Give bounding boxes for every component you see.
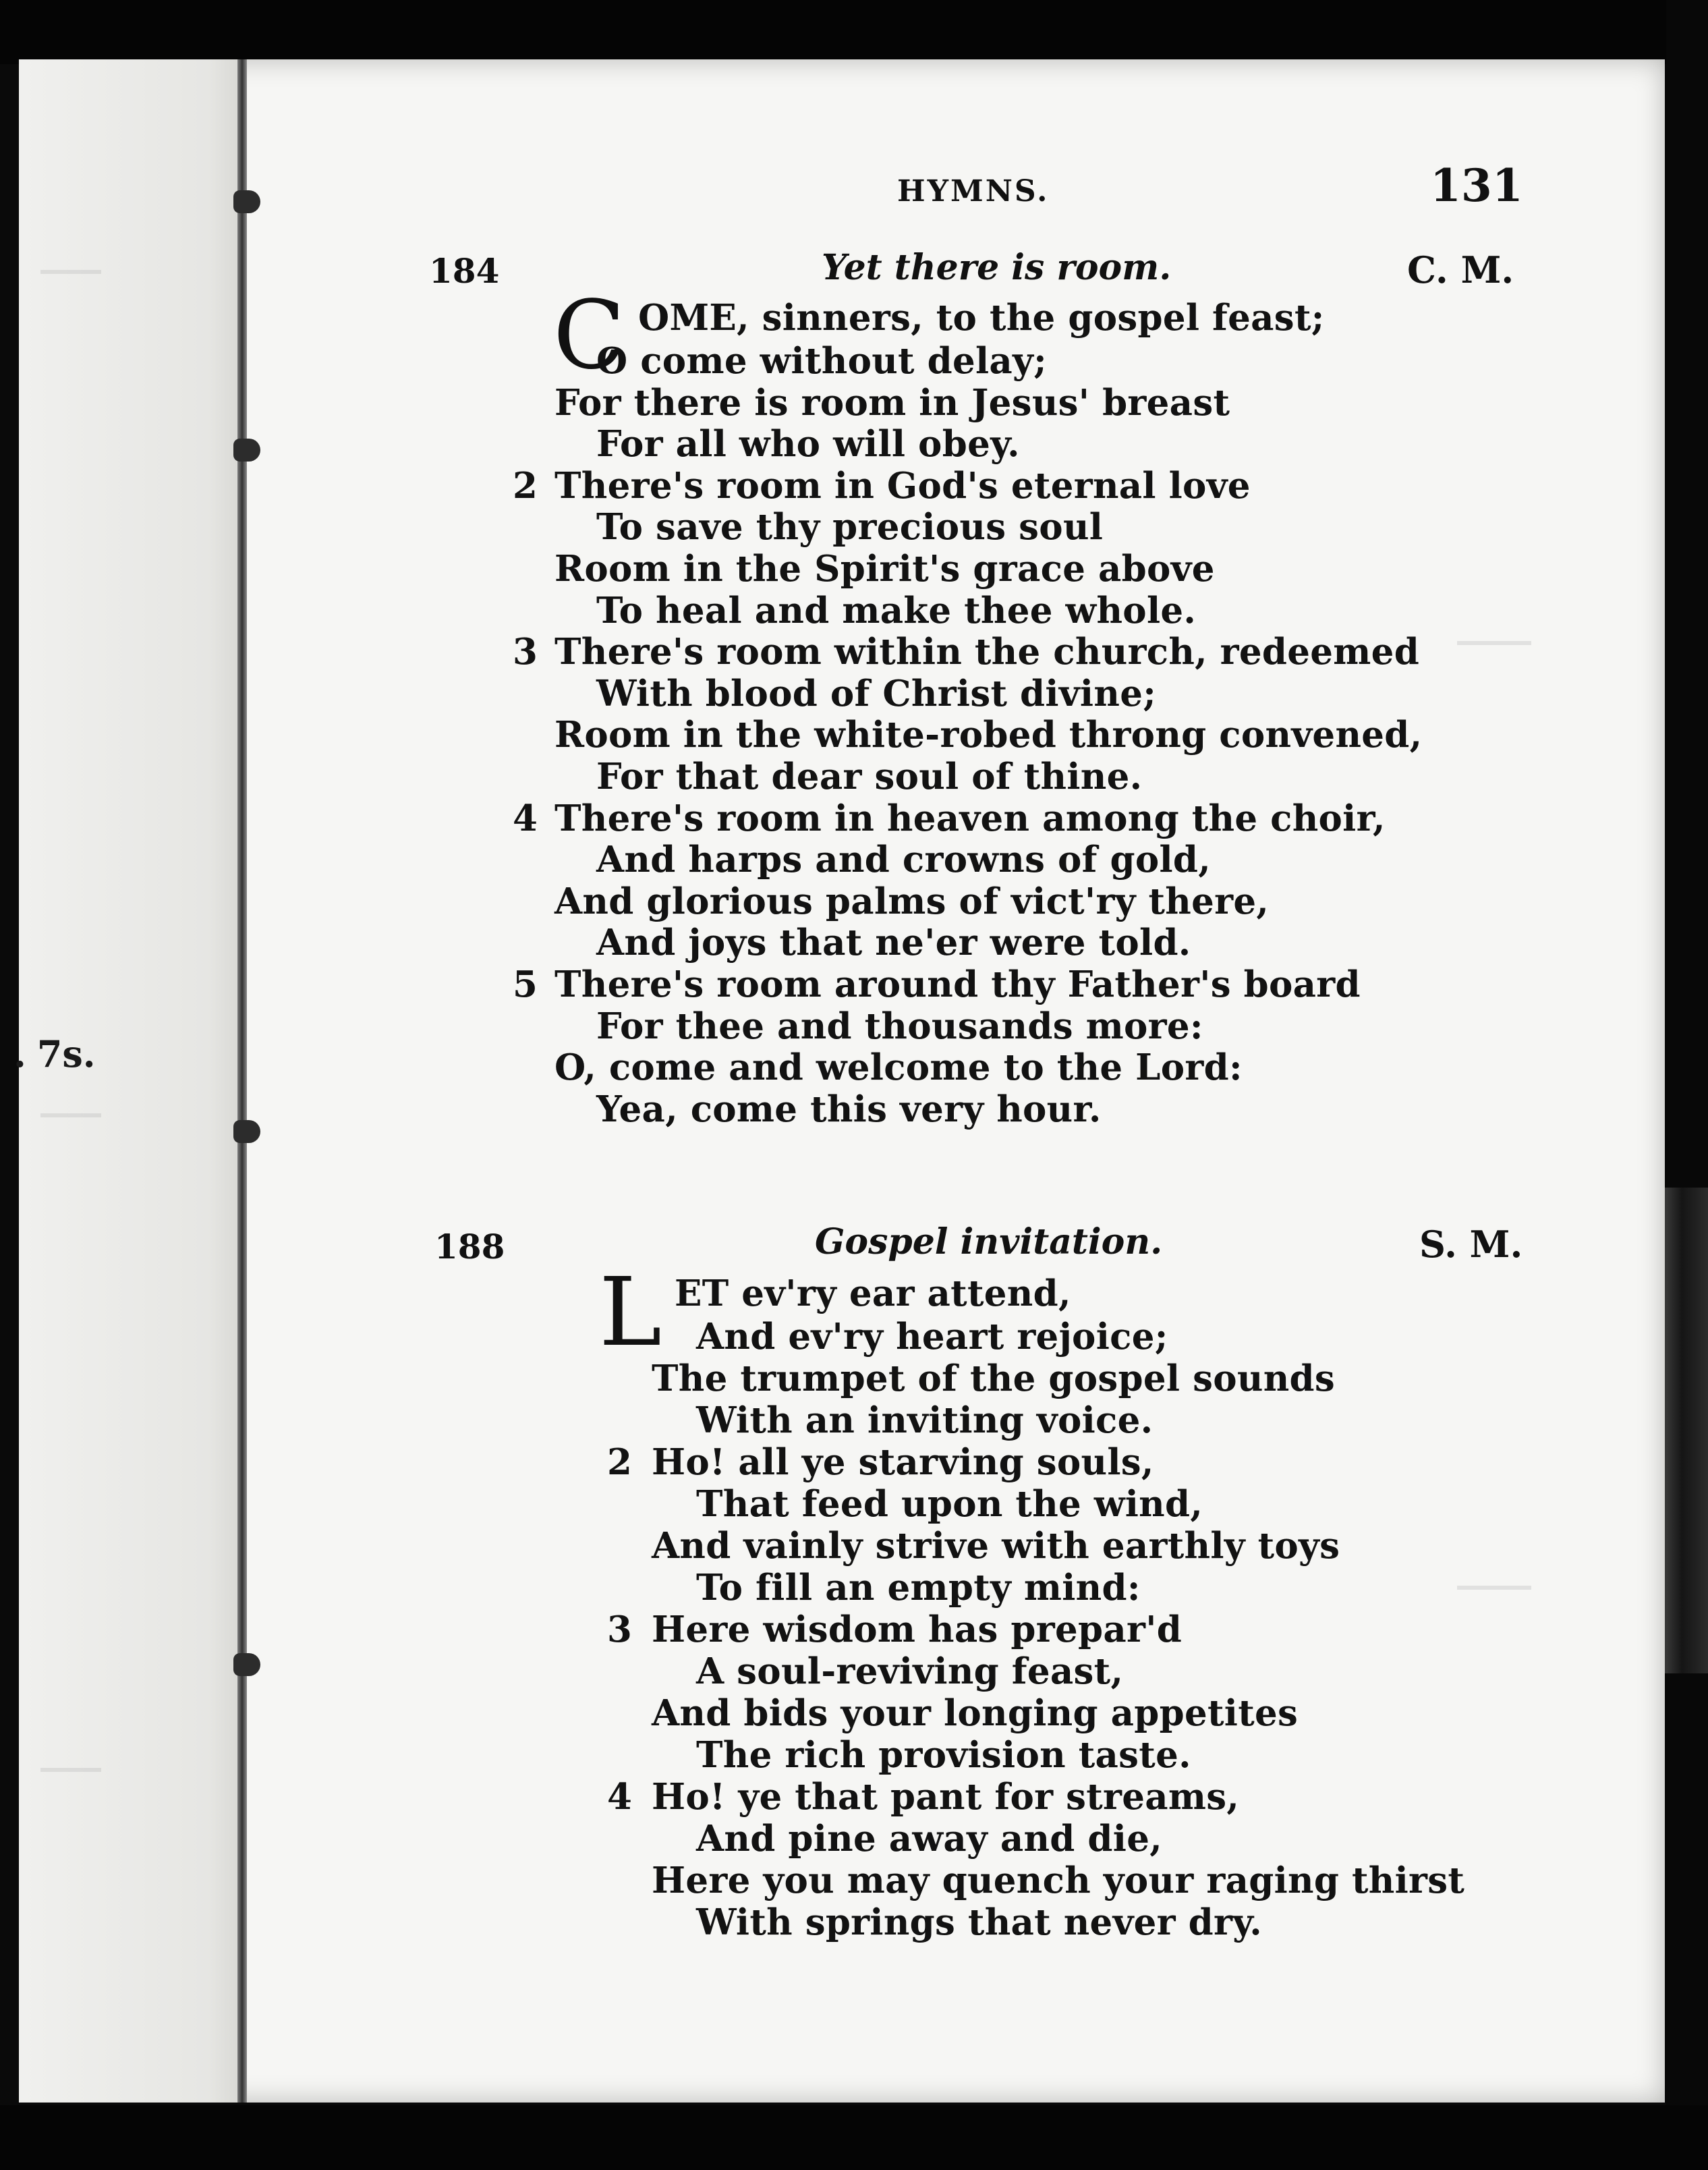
hymn-line: For all who will obey. (596, 423, 1020, 466)
hymn-line: And joys that ne'er were told. (596, 922, 1191, 964)
hymn-line: With blood of Christ divine; (596, 672, 1157, 715)
hymn-line: For that dear soul of thine. (596, 756, 1143, 798)
hymn-line: For thee and thousands more: (596, 1005, 1203, 1047)
verse-number: 4 (513, 797, 538, 839)
hymn-line: And ev'ry heart rejoice; (696, 1316, 1168, 1358)
hymn-line: There's room around thy Father's board (554, 964, 1361, 1005)
hymn-meter: C. M. (1407, 248, 1514, 291)
hymn-meter: S. M. (1419, 1223, 1523, 1266)
hymn-line: And vainly strive with earthly toys (652, 1525, 1340, 1567)
bleed-through-mark (40, 1086, 101, 1117)
hymn-line: Yea, come this very hour. (596, 1088, 1102, 1130)
verse-number: 2 (607, 1441, 633, 1483)
facing-page-meter-fragment: . 7s. (13, 1032, 96, 1076)
hymn-line: Here wisdom has prepar'd (652, 1609, 1183, 1650)
drop-cap: C (553, 281, 626, 391)
scan-frame-top (0, 0, 1708, 64)
binding-stitch (233, 190, 260, 213)
running-title: HYMNS. (897, 174, 1050, 208)
verse-number: 4 (607, 1776, 633, 1818)
hymn-line: Room in the white-robed throng convened, (554, 714, 1423, 756)
bleed-through-mark (40, 1741, 101, 1772)
hymn-line: The rich provision taste. (696, 1734, 1191, 1776)
hymn-line: To fill an empty mind: (696, 1567, 1141, 1609)
hymn-first-line: ET ev'ry ear attend, (675, 1273, 1071, 1314)
hymn-line: O come without delay; (596, 340, 1047, 382)
hymn-title: Yet there is room. (822, 247, 1172, 288)
scan-frame-bottom (0, 2105, 1708, 2170)
scan-frame-right (1666, 0, 1708, 2170)
hymn-line: There's room in God's eternal love (554, 464, 1251, 507)
hymn-line: And bids your longing appetites (652, 1692, 1299, 1734)
hymn-line: A soul-reviving feast, (696, 1650, 1124, 1692)
hymn-line: Room in the Spirit's grace above (554, 548, 1215, 590)
verse-number: 3 (513, 631, 538, 673)
hymn-line: And pine away and die, (696, 1818, 1162, 1860)
hymn-first-line: OME, sinners, to the gospel feast; (638, 297, 1325, 339)
bleed-through-mark (1457, 614, 1531, 645)
hymn-line: O, come and welcome to the Lord: (554, 1047, 1243, 1089)
hymn-line: To save thy precious soul (596, 506, 1104, 549)
drop-cap: L (599, 1258, 662, 1368)
bleed-through-mark (40, 243, 101, 274)
hymn-line: There's room in heaven among the choir, (554, 797, 1386, 839)
hymn-line: And harps and crowns of gold, (596, 839, 1212, 881)
bleed-through-mark (1457, 1559, 1531, 1590)
binding-spine (237, 59, 247, 2103)
verse-number: 3 (607, 1609, 633, 1650)
hymn-line: For there is room in Jesus' breast (554, 381, 1230, 424)
hymn-line: Ho! ye that pant for streams, (652, 1776, 1240, 1818)
verse-number: 2 (513, 464, 538, 507)
hymn-title: Gospel invitation. (815, 1221, 1163, 1262)
binding-stitch (233, 1653, 260, 1676)
hymn-number: 184 (429, 251, 500, 291)
scan-clip (1665, 1188, 1708, 1673)
hymn-line: There's room within the church, redeemed (554, 631, 1420, 673)
hymn-line: And glorious palms of vict'ry there, (554, 880, 1270, 922)
binding-stitch (233, 439, 260, 462)
hymn-number: 188 (434, 1227, 505, 1267)
page-number: 131 (1430, 159, 1523, 212)
hymn-line: With springs that never dry. (696, 1901, 1263, 1943)
verse-number: 5 (513, 964, 538, 1005)
hymn-line: Here you may quench your raging thirst (652, 1860, 1465, 1901)
hymn-line: With an inviting voice. (696, 1399, 1154, 1441)
hymn-line: That feed upon the wind, (696, 1483, 1203, 1525)
hymn-line: Ho! all ye starving souls, (652, 1441, 1154, 1483)
facing-page-edge (19, 59, 241, 2103)
hymn-line: To heal and make thee whole. (596, 589, 1197, 632)
binding-stitch (233, 1120, 260, 1143)
hymn-line: The trumpet of the gospel sounds (652, 1358, 1336, 1399)
